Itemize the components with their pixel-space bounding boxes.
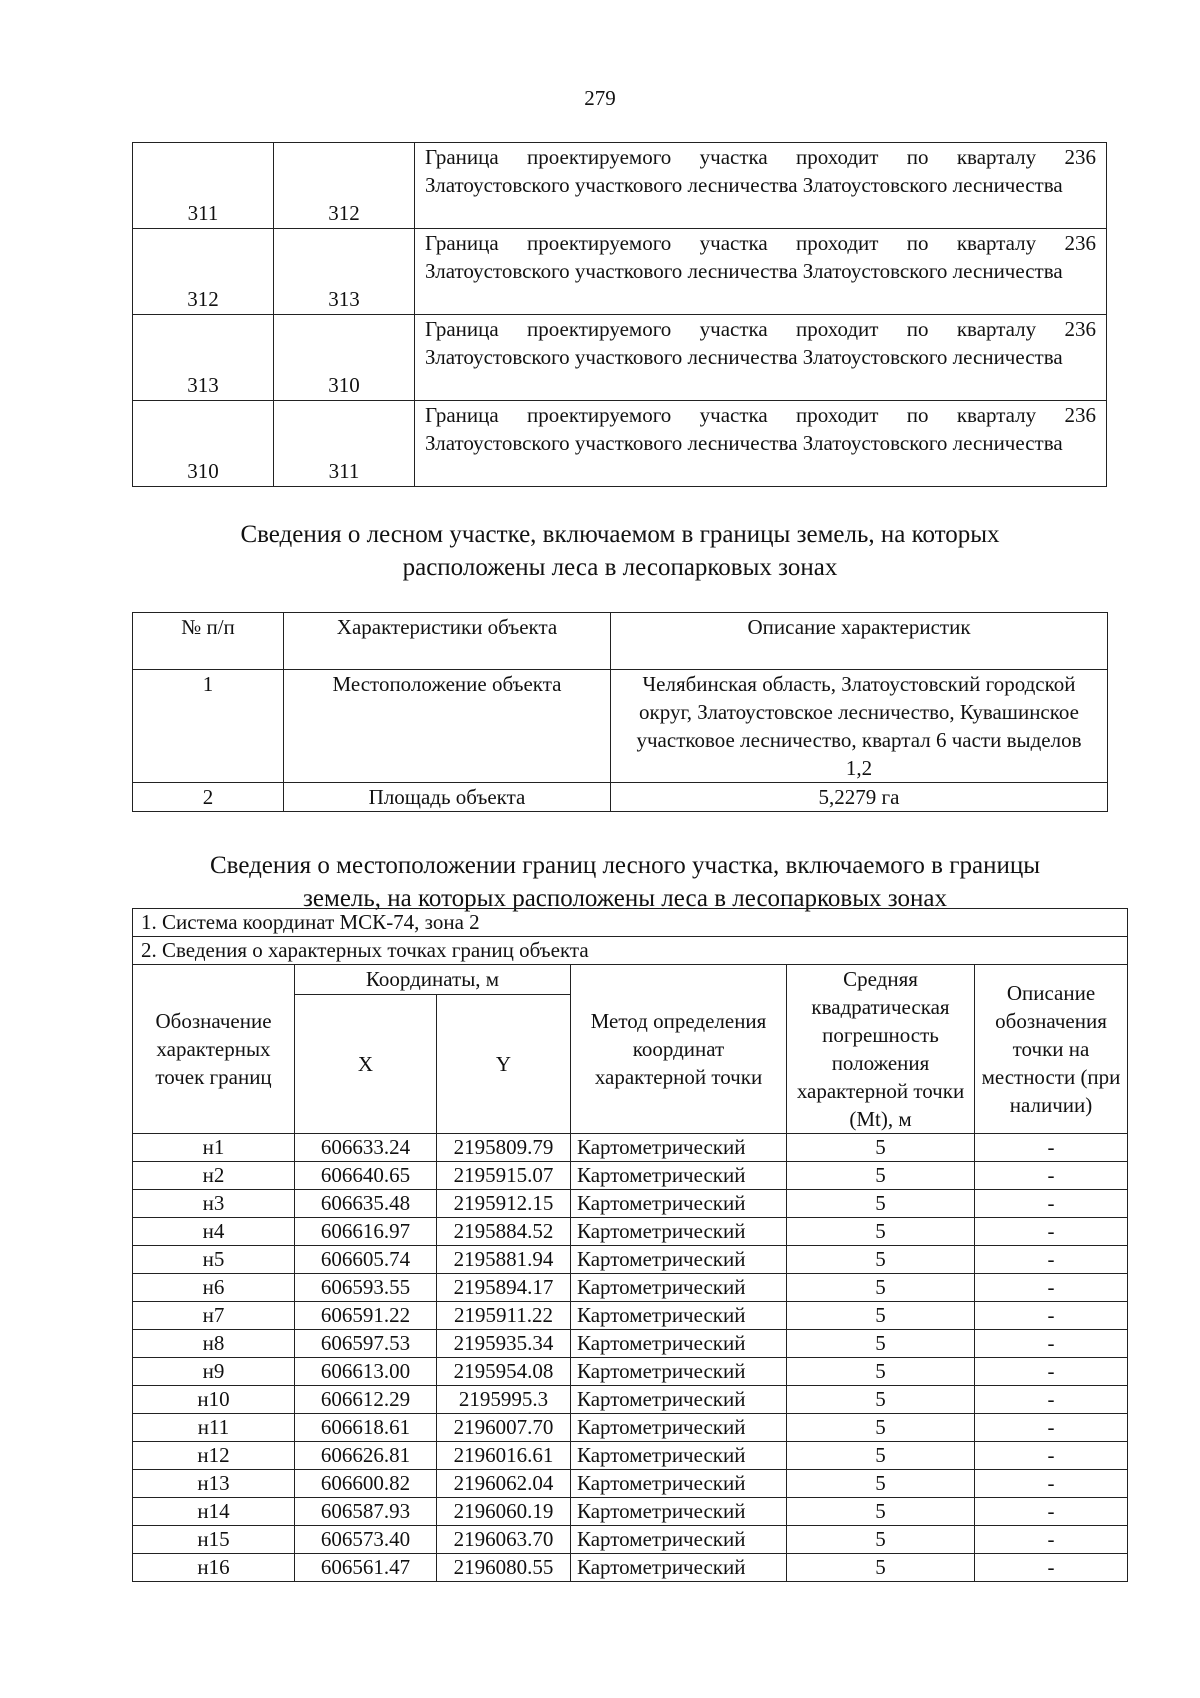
section-heading-line: расположены леса в лесопарковых зонах bbox=[402, 554, 838, 581]
column-header: № п/п bbox=[133, 613, 284, 670]
mean-error: 5 bbox=[787, 1470, 975, 1498]
point-name: н14 bbox=[133, 1498, 295, 1526]
coord-x: 606633.24 bbox=[295, 1134, 437, 1162]
point-name: н5 bbox=[133, 1246, 295, 1274]
column-header: Y bbox=[437, 994, 571, 1133]
coord-y: 2195884.52 bbox=[437, 1218, 571, 1246]
coord-y: 2196007.70 bbox=[437, 1414, 571, 1442]
section-heading-line: Сведения о местоположении границ лесного участка, включаемого в границы bbox=[209, 852, 1041, 879]
coord-x: 606591.22 bbox=[295, 1302, 437, 1330]
from-point: 311 bbox=[133, 143, 274, 229]
table-row bbox=[133, 229, 1107, 315]
point-description: - bbox=[975, 1526, 1128, 1554]
mean-error: 5 bbox=[787, 1218, 975, 1246]
mean-error: 5 bbox=[787, 1498, 975, 1526]
section-heading-line: земель, на которых расположены леса в лесопарковых зонах bbox=[303, 885, 947, 912]
mean-error: 5 bbox=[787, 1330, 975, 1358]
table-row bbox=[133, 401, 1107, 487]
method: Картометрический bbox=[571, 1190, 787, 1218]
point-name: н11 bbox=[133, 1414, 295, 1442]
table-row bbox=[133, 1386, 1128, 1414]
coord-y: 2195894.17 bbox=[437, 1274, 571, 1302]
point-name: н10 bbox=[133, 1386, 295, 1414]
column-header: Обозначение характерных точек границ bbox=[133, 965, 295, 1134]
method: Картометрический bbox=[571, 1162, 787, 1190]
coord-x: 606561.47 bbox=[295, 1554, 437, 1582]
table-row bbox=[133, 315, 1107, 401]
point-name: н8 bbox=[133, 1330, 295, 1358]
point-description: - bbox=[975, 1414, 1128, 1442]
table-row bbox=[133, 1442, 1128, 1470]
coord-y: 2196060.19 bbox=[437, 1498, 571, 1526]
table-row bbox=[133, 1358, 1128, 1386]
row-number: 1 bbox=[133, 670, 284, 783]
mean-error: 5 bbox=[787, 1134, 975, 1162]
point-description: - bbox=[975, 1470, 1128, 1498]
coord-y: 2195954.08 bbox=[437, 1358, 571, 1386]
table-header-row bbox=[133, 613, 1108, 670]
from-point: 310 bbox=[133, 401, 274, 487]
coord-x: 606626.81 bbox=[295, 1442, 437, 1470]
coord-y: 2195911.22 bbox=[437, 1302, 571, 1330]
table-header-row bbox=[133, 965, 1128, 995]
row-number: 2 bbox=[133, 783, 284, 812]
table-row bbox=[133, 1162, 1128, 1190]
table-row bbox=[133, 783, 1108, 812]
plot-info-table bbox=[132, 612, 1108, 812]
mean-error: 5 bbox=[787, 1358, 975, 1386]
point-description: - bbox=[975, 1274, 1128, 1302]
table-row bbox=[133, 1246, 1128, 1274]
mean-error: 5 bbox=[787, 1414, 975, 1442]
table-row bbox=[133, 670, 1108, 783]
method: Картометрический bbox=[571, 1358, 787, 1386]
segment-description: Граница проектируемого участка проходит по кварталу 236 Златоустовского участкового лесничества Златоустовского лесничества bbox=[415, 315, 1107, 401]
coord-x: 606616.97 bbox=[295, 1218, 437, 1246]
point-description: - bbox=[975, 1330, 1128, 1358]
coord-y: 2196063.70 bbox=[437, 1526, 571, 1554]
coord-x: 606573.40 bbox=[295, 1526, 437, 1554]
point-description: - bbox=[975, 1442, 1128, 1470]
segment-description: Граница проектируемого участка проходит по кварталу 236 Златоустовского участкового лесничества Златоустовского лесничества bbox=[415, 401, 1107, 487]
coord-y: 2195809.79 bbox=[437, 1134, 571, 1162]
to-point: 313 bbox=[274, 229, 415, 315]
method: Картометрический bbox=[571, 1218, 787, 1246]
to-point: 312 bbox=[274, 143, 415, 229]
point-description: - bbox=[975, 1302, 1128, 1330]
method: Картометрический bbox=[571, 1470, 787, 1498]
point-name: н7 bbox=[133, 1302, 295, 1330]
coord-x: 606600.82 bbox=[295, 1470, 437, 1498]
point-name: н15 bbox=[133, 1526, 295, 1554]
coord-y: 2195935.34 bbox=[437, 1330, 571, 1358]
point-name: н4 bbox=[133, 1218, 295, 1246]
method: Картометрический bbox=[571, 1498, 787, 1526]
method: Картометрический bbox=[571, 1246, 787, 1274]
boundary-points-table bbox=[132, 908, 1128, 1582]
column-header: Описание характеристик bbox=[611, 613, 1108, 670]
column-header: Характеристики объекта bbox=[284, 613, 611, 670]
mean-error: 5 bbox=[787, 1162, 975, 1190]
mean-error: 5 bbox=[787, 1442, 975, 1470]
method: Картометрический bbox=[571, 1274, 787, 1302]
segment-description: Граница проектируемого участка проходит по кварталу 236 Златоустовского участкового лесничества Златоустовского лесничества bbox=[415, 229, 1107, 315]
coord-y: 2195995.3 bbox=[437, 1386, 571, 1414]
method: Картометрический bbox=[571, 1554, 787, 1582]
boundary-segments-table bbox=[132, 142, 1107, 487]
table-row bbox=[133, 1526, 1128, 1554]
coord-y: 2195915.07 bbox=[437, 1162, 571, 1190]
point-description: - bbox=[975, 1190, 1128, 1218]
coord-x: 606640.65 bbox=[295, 1162, 437, 1190]
point-name: н13 bbox=[133, 1470, 295, 1498]
coord-y: 2195881.94 bbox=[437, 1246, 571, 1274]
point-name: н1 bbox=[133, 1134, 295, 1162]
mean-error: 5 bbox=[787, 1554, 975, 1582]
coordinate-system: 1. Система координат МСК-74, зона 2 bbox=[133, 909, 1128, 937]
method: Картометрический bbox=[571, 1134, 787, 1162]
from-point: 313 bbox=[133, 315, 274, 401]
point-description: - bbox=[975, 1162, 1128, 1190]
column-header: Средняя квадратическая погрешность положения характерной точки (Mt), м bbox=[787, 965, 975, 1134]
table-row bbox=[133, 143, 1107, 229]
point-description: - bbox=[975, 1386, 1128, 1414]
coord-y: 2196016.61 bbox=[437, 1442, 571, 1470]
coord-y: 2195912.15 bbox=[437, 1190, 571, 1218]
table-row bbox=[133, 1218, 1128, 1246]
point-name: н3 bbox=[133, 1190, 295, 1218]
coord-x: 606605.74 bbox=[295, 1246, 437, 1274]
point-description: - bbox=[975, 1246, 1128, 1274]
characteristic-description: 5,2279 га bbox=[611, 783, 1108, 812]
mean-error: 5 bbox=[787, 1190, 975, 1218]
characteristic: Площадь объекта bbox=[284, 783, 611, 812]
coord-x: 606613.00 bbox=[295, 1358, 437, 1386]
table-row bbox=[133, 1554, 1128, 1582]
table-row bbox=[133, 1134, 1128, 1162]
to-point: 310 bbox=[274, 315, 415, 401]
column-header: Метод определения координат характерной точки bbox=[571, 965, 787, 1134]
mean-error: 5 bbox=[787, 1526, 975, 1554]
characteristic: Местоположение объекта bbox=[284, 670, 611, 783]
point-description: - bbox=[975, 1554, 1128, 1582]
method: Картометрический bbox=[571, 1330, 787, 1358]
point-name: н9 bbox=[133, 1358, 295, 1386]
method: Картометрический bbox=[571, 1414, 787, 1442]
mean-error: 5 bbox=[787, 1274, 975, 1302]
table-row bbox=[133, 1498, 1128, 1526]
mean-error: 5 bbox=[787, 1386, 975, 1414]
section-heading-line: Сведения о лесном участке, включаемом в границы земель, на которых bbox=[240, 521, 1000, 548]
column-header: X bbox=[295, 994, 437, 1133]
page-number: 279 bbox=[584, 86, 616, 110]
coord-y: 2196062.04 bbox=[437, 1470, 571, 1498]
coord-x: 606597.53 bbox=[295, 1330, 437, 1358]
points-section-title: 2. Сведения о характерных точках границ объекта bbox=[133, 937, 1128, 965]
point-description: - bbox=[975, 1134, 1128, 1162]
mean-error: 5 bbox=[787, 1246, 975, 1274]
coord-x: 606635.48 bbox=[295, 1190, 437, 1218]
method: Картометрический bbox=[571, 1386, 787, 1414]
point-name: н2 bbox=[133, 1162, 295, 1190]
from-point: 312 bbox=[133, 229, 274, 315]
table-row bbox=[133, 1190, 1128, 1218]
coord-y: 2196080.55 bbox=[437, 1554, 571, 1582]
point-description: - bbox=[975, 1218, 1128, 1246]
coord-x: 606618.61 bbox=[295, 1414, 437, 1442]
point-name: н16 bbox=[133, 1554, 295, 1582]
characteristic-description: Челябинская область, Златоустовский городской округ, Златоустовское лесничество, Кувашинское участковое лесничество, квартал 6 части выделов 1,2 bbox=[611, 670, 1108, 783]
to-point: 311 bbox=[274, 401, 415, 487]
method: Картометрический bbox=[571, 1526, 787, 1554]
coord-x: 606587.93 bbox=[295, 1498, 437, 1526]
column-header: Описание обозначения точки на местности (при наличии) bbox=[975, 965, 1128, 1134]
mean-error: 5 bbox=[787, 1302, 975, 1330]
table-row bbox=[133, 1470, 1128, 1498]
coord-x: 606612.29 bbox=[295, 1386, 437, 1414]
table-row bbox=[133, 1330, 1128, 1358]
coord-x: 606593.55 bbox=[295, 1274, 437, 1302]
method: Картометрический bbox=[571, 1302, 787, 1330]
section-heading bbox=[140, 518, 1100, 584]
segment-description: Граница проектируемого участка проходит по кварталу 236 Златоустовского участкового лесничества Златоустовского лесничества bbox=[415, 143, 1107, 229]
method: Картометрический bbox=[571, 1442, 787, 1470]
point-name: н6 bbox=[133, 1274, 295, 1302]
table-row bbox=[133, 1274, 1128, 1302]
table-row bbox=[133, 1414, 1128, 1442]
point-description: - bbox=[975, 1498, 1128, 1526]
table-row bbox=[133, 1302, 1128, 1330]
point-name: н12 bbox=[133, 1442, 295, 1470]
section-heading bbox=[130, 849, 1120, 915]
column-header: Координаты, м bbox=[295, 965, 571, 995]
point-description: - bbox=[975, 1358, 1128, 1386]
